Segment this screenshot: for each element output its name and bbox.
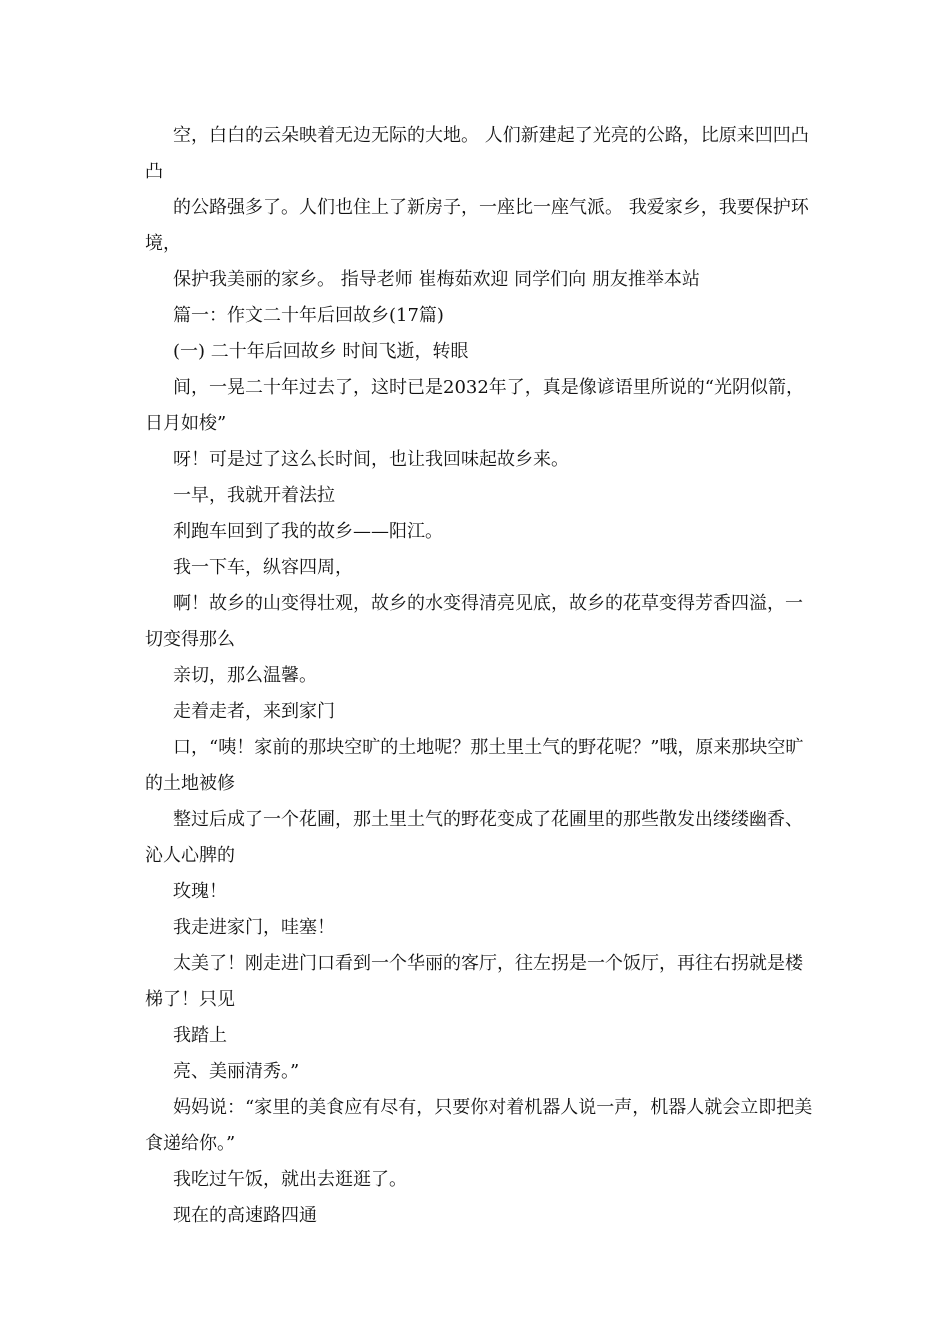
paragraph: 利跑车回到了我的故乡——阳江。 [173,521,443,542]
paragraph: 啊！故乡的山变得壮观，故乡的水变得清亮见底，故乡的花草变得芳香四溢，一切变得那么 [145,593,803,650]
paragraph: 我吃过午饭，就出去逛逛了。 [173,1169,407,1190]
paragraph: 太美了！刚走进门口看到一个华丽的客厅，往左拐是一个饭厅，再往右拐就是楼梯了！只见 [145,953,803,1010]
paragraph: 整过后成了一个花圃，那土里土气的野花变成了花圃里的那些散发出缕缕幽香、沁人心脾的 [145,809,803,866]
paragraph: 空，白白的云朵映着无边无际的大地。 人们新建起了光亮的公路，比原来凹凹凸凸 [145,125,809,182]
paragraph: 妈妈说：“家里的美食应有尽有，只要你对着机器人说一声，机器人就会立即把美食递给你。” [145,1097,813,1154]
paragraph: 我一下车，纵容四周， [173,557,353,578]
paragraph: 的公路强多了。人们也住上了新房子，一座比一座气派。 我爱家乡，我要保护环境， [145,197,809,254]
paragraph: 亲切，那么温馨。 [173,665,317,686]
paragraph: 玫瑰！ [173,881,227,902]
paragraph: 我走进家门，哇塞！ [173,917,335,938]
document-body [145,118,815,1234]
paragraph: (一) 二十年后回故乡 时间飞逝，转眼 [173,341,469,362]
paragraph: 现在的高速路四通 [173,1205,317,1226]
paragraph: 亮、美丽清秀。” [173,1061,300,1082]
paragraph: 走着走者，来到家门 [173,701,335,722]
paragraph: 间，一晃二十年过去了，这时已是2032年了，真是像谚语里所说的“光阴似箭，日月如梭” [145,377,805,434]
paragraph: 保护我美丽的家乡。 指导老师 崔梅茹欢迎 同学们向 朋友推举本站 [173,269,700,290]
paragraph: 我踏上 [173,1025,227,1046]
paragraph: 呀！可是过了这么长时间，也让我回味起故乡来。 [173,449,569,470]
paragraph: 一早，我就开着法拉 [173,485,335,506]
paragraph: 口，“咦！家前的那块空旷的土地呢？那土里土气的野花呢？”哦，原来那块空旷的土地被修 [145,737,804,794]
section-heading: 篇一：作文二十年后回故乡(17篇) [173,305,444,326]
